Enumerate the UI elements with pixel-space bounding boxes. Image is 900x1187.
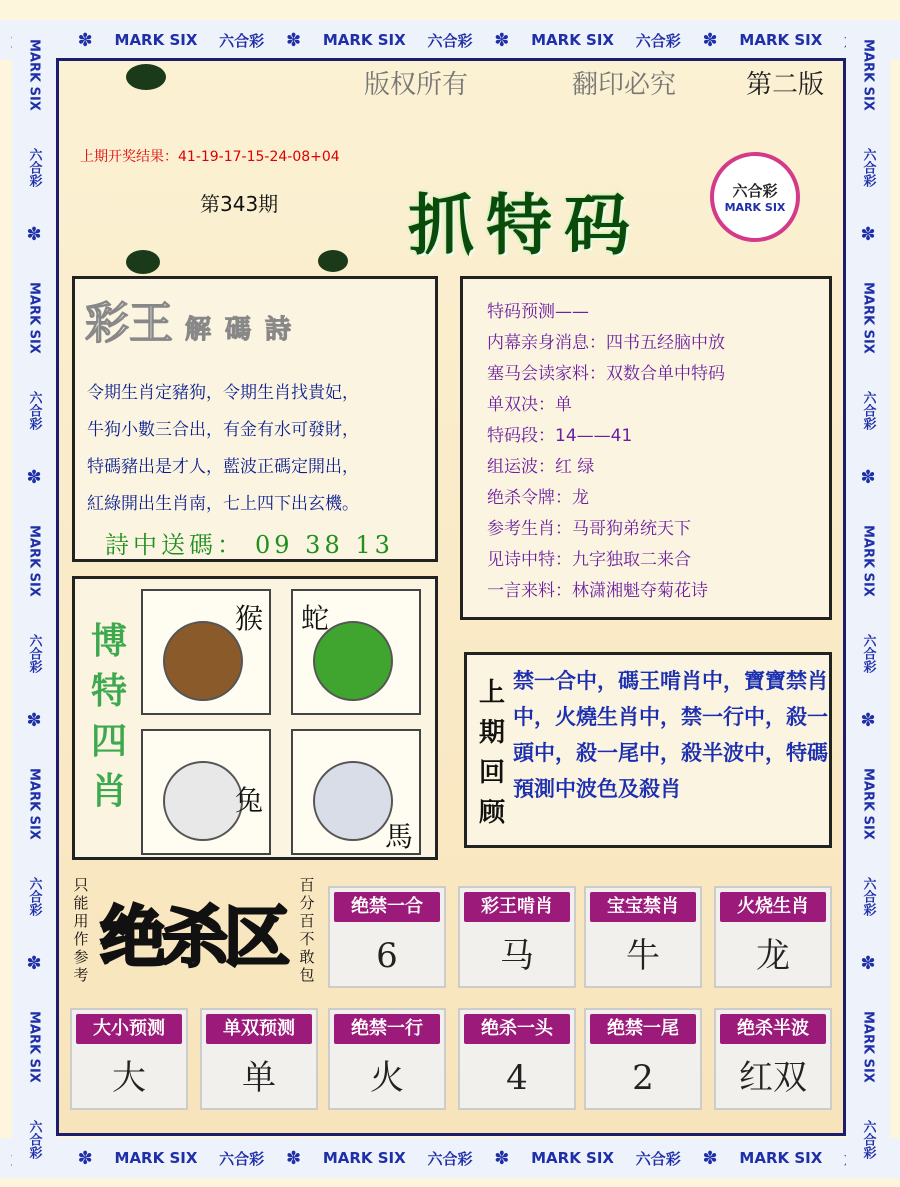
flower-ornament-icon: ✽ — [702, 1147, 718, 1169]
kill-cell-value: 牛 — [626, 936, 660, 976]
prediction-item: 单双决：单 — [487, 395, 572, 415]
zodiac-name: 猴 — [235, 602, 264, 635]
brand-text: 六合彩 — [860, 1120, 876, 1160]
four-zodiac-box — [72, 576, 438, 860]
prediction-item: 特码预测—— — [487, 302, 589, 322]
brand-text: 六合彩 — [860, 147, 876, 187]
kill-cell-value: 马 — [500, 936, 534, 976]
brand-en-text: MARK SIX — [114, 31, 198, 49]
last-result-text: 上期开奖结果：41-19-17-15-24-08+04 — [80, 149, 340, 165]
kill-cell — [584, 1008, 702, 1110]
issue-number: 第343期 — [200, 192, 279, 216]
brand-text: 六合彩 — [219, 1149, 265, 1168]
last-issue-box — [464, 652, 832, 848]
kill-cell — [714, 886, 832, 988]
poem-lines — [87, 375, 431, 523]
zodiac-name: 馬 — [385, 820, 414, 853]
prediction-item: 一言来料：林潇湘魁夺菊花诗 — [487, 581, 708, 601]
brand-en-text: MARK SIX — [531, 1149, 614, 1167]
monkey-icon — [163, 621, 243, 701]
kill-cell — [328, 1008, 446, 1110]
brand-text: 六合彩 — [635, 31, 681, 50]
brand-text: 六合彩 — [26, 147, 42, 187]
logo-en-text: MARK SIX — [724, 201, 786, 214]
kill-cell — [714, 1008, 832, 1110]
kill-cell-label: 大小预测 — [76, 1014, 182, 1044]
kill-cell-label: 单双预测 — [206, 1014, 312, 1044]
kill-cell-value: 2 — [632, 1058, 654, 1098]
flower-ornament-icon: ✽ — [702, 29, 718, 51]
poem-title — [85, 287, 305, 351]
prediction-item: 参考生肖：马哥狗弟统天下 — [487, 519, 691, 539]
right-border-strip — [846, 20, 890, 1178]
kill-cell-label: 绝禁一合 — [334, 892, 440, 922]
kill-cell-value: 4 — [506, 1058, 528, 1098]
brand-en-text: MARK SIX — [26, 768, 42, 841]
brand-en-text: MARK SIX — [860, 1011, 876, 1084]
kill-cell — [584, 886, 702, 988]
brand-en-text: MARK SIX — [860, 768, 876, 841]
poem-line: 令期生肖定豬狗，令期生肖找貴妃， — [87, 383, 359, 403]
kill-cell-value: 龙 — [756, 936, 790, 976]
brand-en-text: MARK SIX — [739, 1149, 823, 1167]
brand-en-text: MARK SIX — [26, 281, 42, 354]
decoration-blob — [126, 250, 160, 274]
flower-ornament-icon: ✽ — [285, 29, 302, 51]
flower-ornament-icon: ✽ — [860, 223, 876, 245]
brand-en-text: MARK SIX — [114, 1149, 198, 1167]
mark-six-logo — [710, 152, 800, 242]
flower-ornament-icon: ✽ — [26, 466, 42, 488]
brand-en-text: MARK SIX — [26, 1011, 42, 1084]
zodiac-card-horse — [291, 729, 421, 855]
poem-line: 牛狗小數三合出，有金有水可發財， — [87, 420, 359, 440]
decoration-blob — [318, 250, 348, 272]
flower-ornament-icon: ✽ — [285, 1147, 302, 1169]
poem-gift-numbers: 09 38 13 — [255, 531, 394, 559]
reference-note: 只能用作参考 — [73, 876, 89, 984]
brand-text: 六合彩 — [427, 1149, 473, 1168]
brand-en-text: MARK SIX — [26, 525, 42, 597]
kill-cell-value: 大 — [112, 1058, 146, 1098]
prediction-item: 组运波：红 绿 — [487, 457, 595, 477]
kill-cell-value: 火 — [370, 1058, 404, 1098]
poem-line: 特碼豬出是才人，藍波正碼定開出， — [87, 457, 359, 477]
prediction-item: 内幕亲身消息：四书五经脑中放 — [487, 333, 725, 353]
poem-gift — [105, 525, 394, 560]
flower-ornament-icon: ✽ — [77, 29, 93, 51]
flower-ornament-icon: ✽ — [860, 466, 876, 488]
brand-text: 六合彩 — [860, 877, 876, 917]
kill-cell-label: 火烧生肖 — [720, 892, 826, 922]
brand-en-text: MARK SIX — [739, 31, 823, 49]
no-guarantee-note: 百分百不敢包 — [299, 876, 315, 984]
rabbit-icon — [163, 761, 243, 841]
kill-cell — [70, 1008, 188, 1110]
zodiac-card-monkey — [141, 589, 271, 715]
brand-en-text: MARK SIX — [860, 281, 876, 354]
flower-ornament-icon: ✽ — [26, 710, 42, 732]
brand-text: 六合彩 — [26, 1120, 42, 1160]
brand-text: 六合彩 — [635, 1149, 681, 1168]
brand-text: 六合彩 — [26, 633, 42, 673]
no-reprint-text: 翻印必究 — [572, 70, 677, 100]
flower-ornament-icon: ✽ — [494, 29, 510, 51]
flower-ornament-icon: ✽ — [26, 953, 42, 975]
brand-en-text: MARK SIX — [26, 38, 42, 111]
zodiac-card-rabbit — [141, 729, 271, 855]
brand-en-text: MARK SIX — [322, 1149, 406, 1167]
brand-text: 六合彩 — [219, 31, 265, 50]
kill-cell-label: 绝杀半波 — [720, 1014, 826, 1044]
kill-cell-value: 6 — [376, 936, 398, 976]
kill-cell — [200, 1008, 318, 1110]
poem-title-main: 彩王 — [85, 298, 173, 349]
prediction-item: 塞马会读家料：双数合单中特码 — [487, 364, 725, 384]
kill-cell-label: 绝杀一头 — [464, 1014, 570, 1044]
brand-text: 六合彩 — [26, 877, 42, 917]
kill-cell-label: 绝禁一行 — [334, 1014, 440, 1044]
kill-zone-title: 绝杀区 — [100, 899, 286, 976]
top-border-strip — [0, 20, 900, 60]
brand-text: 六合彩 — [860, 633, 876, 673]
decoration-blob — [126, 64, 166, 90]
page-title: 抓特码 — [408, 187, 642, 264]
brand-text: 六合彩 — [860, 390, 876, 430]
zodiac-name: 蛇 — [301, 602, 330, 635]
brand-en-text: MARK SIX — [322, 31, 406, 49]
flower-ornament-icon: ✽ — [860, 953, 876, 975]
zodiac-card-snake — [291, 589, 421, 715]
poem-line: 紅綠開出生肖南，七上四下出玄機。 — [87, 494, 359, 514]
brand-en-text: MARK SIX — [531, 31, 614, 49]
brand-en-text: MARK SIX — [860, 38, 876, 111]
poem-box — [72, 276, 438, 562]
prediction-box — [460, 276, 832, 620]
poem-gift-label: 詩中送碼： — [105, 531, 245, 559]
brand-text: 六合彩 — [26, 390, 42, 430]
kill-cell-label: 绝禁一尾 — [590, 1014, 696, 1044]
kill-cell-value: 红双 — [739, 1058, 807, 1098]
horse-icon — [313, 761, 393, 841]
left-border-strip — [12, 20, 56, 1178]
copyright-text: 版权所有 — [364, 70, 469, 100]
flower-ornament-icon: ✽ — [494, 1147, 510, 1169]
kill-cell — [458, 886, 576, 988]
edition-label: 第二版 — [746, 70, 825, 100]
brand-text: 六合彩 — [427, 31, 473, 50]
last-issue-text: 禁一合中，碼王啃肖中，寶寶禁肖中，火燒生肖中，禁一行中，殺一頭中，殺一尾中，殺半波中，特碼預測中波色及殺肖 — [513, 669, 828, 801]
kill-cell — [458, 1008, 576, 1110]
flower-ornament-icon: ✽ — [77, 1147, 93, 1169]
brand-en-text: MARK SIX — [860, 525, 876, 597]
last-issue-title: 上期回顾 — [478, 678, 505, 828]
prediction-item: 绝杀令牌：龙 — [487, 488, 589, 508]
four-zodiac-title: 博特四肖 — [90, 621, 127, 812]
kill-cell-value: 单 — [242, 1058, 276, 1098]
logo-cn-text: 六合彩 — [732, 182, 778, 200]
flower-ornament-icon: ✽ — [860, 710, 876, 732]
kill-cell-label: 宝宝禁肖 — [590, 892, 696, 922]
zodiac-name: 兔 — [235, 784, 264, 817]
prediction-item: 见诗中特：九字独取二来合 — [487, 550, 691, 570]
flower-ornament-icon: ✽ — [26, 223, 42, 245]
kill-cell-label: 彩王啃肖 — [464, 892, 570, 922]
prediction-item: 特码段：14——41 — [487, 426, 633, 446]
poem-subtitle: 解碼詩 — [185, 315, 306, 345]
bottom-border-strip — [0, 1138, 900, 1178]
kill-cell — [328, 886, 446, 988]
